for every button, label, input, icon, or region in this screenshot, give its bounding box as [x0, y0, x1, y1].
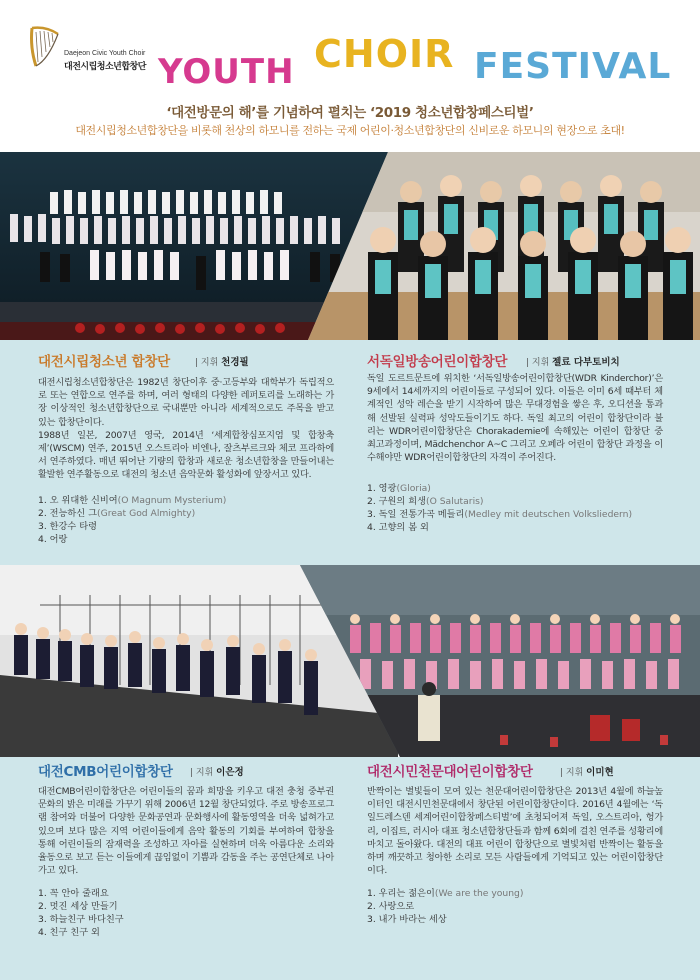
- conductor-name: 천경필: [221, 357, 249, 368]
- conductor-name: 이은정: [216, 767, 244, 778]
- list-item: 2. 사랑으로: [367, 901, 415, 912]
- list-item: 2. 구원의 희생(O Salutaris): [367, 496, 484, 507]
- conductor-name: 이미현: [586, 767, 614, 778]
- choir-name-wdr: 서독일방송어린이합창단: [367, 354, 508, 370]
- list-item: 4. 어랑: [38, 534, 68, 545]
- list-item: 3. 내가 바라는 세상: [367, 914, 447, 925]
- conductor-cmb: [190, 764, 244, 778]
- logo-korean-name: 대전시립청소년합창단: [64, 62, 146, 72]
- list-item: 1. 영광(Gloria): [367, 483, 431, 494]
- festival-title: [158, 26, 678, 98]
- description-observatory: 반짝이는 별빛들이 모여 있는 천문대어린이합창단은 2013년 4월에 하늘높이터인 대전시민천문대에서 창단된 어린이합창단이다. 2016년 4월에는 ‘독일드레스덴 세계어린이합창페스티벌’에 초청되어져 독일, 오스트리아, 헝가리, 이집트, 러시아 대표 청소년합창단들과 함께 6회에 걸친 연주를 성황리에 마치고 돌아왔다. 대전의 대표 어린이 합창단으로 별빛처럼 반짝이는 활동을 하며 깨끗하고 청아한 소리로 모든 사람들에게 기억되고 있는 어린이합창단이다.: [367, 786, 663, 877]
- list-item: 1. 우리는 젊은이(We are the young): [367, 888, 524, 899]
- program-cmb: [38, 887, 124, 939]
- choir-name-cmb: 대전CMB어린이합창단: [38, 764, 173, 780]
- list-item: 3. 하늘친구 바다친구: [38, 914, 124, 925]
- description-text: 대전시립청소년합창단은 1982년 창단이후 중·고등부와 대학부가 독립적으로 또는 연합으로 연주를 하며, 여러 형태의 다양한 레퍼토리를 노래하는 가장 이상적인 청소년합창단으로 국내뿐만 아니라 세계적으로도 주목을 받고 있는 합창단이다. 1988년 일본, 2007년 영국, 2014년 ‘세계합창심포지엄 및 합창축제’(WSCM) 연주, 2015년 오스트리아 비엔나, 잘츠부르크와 체코 프라하에서 연주하였다. 매년 뛰어난 기량의 합창과 새로운 청소년합창을 만들어내는 활발한 연주활동으로 대전의 청소년 음악문화 활성화에 앞장서고 있다.: [38, 377, 334, 481]
- conductor-role: | 지휘: [190, 768, 214, 778]
- section-top-choirs: [0, 340, 700, 565]
- description-daejeon-youth: [38, 376, 334, 482]
- list-item: 1. 꼭 안아 줄래요: [38, 888, 109, 899]
- program-wdr: [367, 482, 632, 534]
- conductor-role: | 지휘: [560, 768, 584, 778]
- conductor-daejeon-youth: [195, 354, 249, 368]
- section-bottom-choirs: [0, 757, 700, 980]
- list-item: 3. 한강수 타령: [38, 521, 97, 532]
- list-item: 2. 전능하신 그(Great God Almighty): [38, 508, 196, 519]
- header: [0, 0, 700, 150]
- choir-name-daejeon-youth: 대전시립청소년 합창단: [38, 354, 170, 370]
- festival-tagline: 대전시립청소년합창단을 비롯해 천상의 하모니를 전하는 국제 어린이·청소년합창단의 신비로운 하모니의 현장으로 초대!: [75, 124, 625, 137]
- title-word-youth: YOUTH: [158, 52, 295, 92]
- list-item: 2. 멋진 세상 만들기: [38, 901, 118, 912]
- choir-name-observatory: 대전시민천문대어린이합창단: [367, 764, 533, 780]
- conductor-wdr: [526, 354, 620, 368]
- description-wdr: 독일 도르트문트에 위치한 ‘서독일방송어린이합창단(WDR Kinderchor)’은 9세에서 14세까지의 어린이들로 구성되어 있다. 이들은 이미 6세 때부터 체계적인 성악 레슨을 받기 시작하여 많은 무대경험을 쌓은 후, 오디션을 통과해 선발된 실력파 성악도들이기도 하다. 독일 최고의 어린이 합창단이라 불리는 WDR어린이합창단은 Chorakademie에 속해있는 어린이 합창단 중 최고과정이며, Mädchenchor A~C 그리고 오페라 어린이 합창단 과정을 이수해야만 WDR어린이합창단의 자격이 주어진다.: [367, 373, 663, 464]
- list-item: 3. 독일 전통가곡 메들리(Medley mit deutschen Volksliedern): [367, 509, 633, 520]
- list-item: 1. 오 위대한 신비여(O Magnum Mysterium): [38, 495, 227, 506]
- title-word-choir: CHOIR: [314, 32, 455, 76]
- logo-english-name: Daejeon Civic Youth Choir: [64, 50, 146, 57]
- program-observatory: [367, 887, 523, 926]
- list-item: 4. 고향의 봄 외: [367, 522, 429, 533]
- program-daejeon-youth: [38, 494, 226, 546]
- conductor-observatory: [560, 764, 614, 778]
- list-item: 4. 친구 친구 외: [38, 927, 100, 938]
- conductor-role: | 지휘: [526, 358, 550, 368]
- conductor-name: 젤료 다부토비치: [552, 357, 620, 368]
- festival-subtitle: ‘대전방문의 해’를 기념하여 펼치는 ‘2019 청소년합창페스티벌’: [166, 105, 534, 121]
- description-cmb: 대전CMB어린이합창단은 어린이들의 꿈과 희망을 키우고 대전 충청 중부권 문화의 밝은 미래를 가꾸기 위해 2006년 12월 창단되었다. 주로 방송프로그램 참여와 더불어 다양한 문화공연과 문화행사에 활동영역을 더욱 넓혀가고 있으며 보다 많은 지역 어린이들에게 음악 활동의 기회를 부여하여 합창을 통해 어린이들의 잠재력을 조성하고 자아를 실현하며 더욱 아름다운 소리와 율동으로 보고 듣는 이들에게 끊임없이 기쁨과 감동을 주는 공연단체로 나아가고 있다.: [38, 786, 334, 877]
- harp-logo-icon: [26, 24, 62, 70]
- title-word-festival: FESTIVAL: [474, 46, 672, 87]
- choir-logo: [26, 24, 146, 74]
- conductor-role: | 지휘: [195, 358, 219, 368]
